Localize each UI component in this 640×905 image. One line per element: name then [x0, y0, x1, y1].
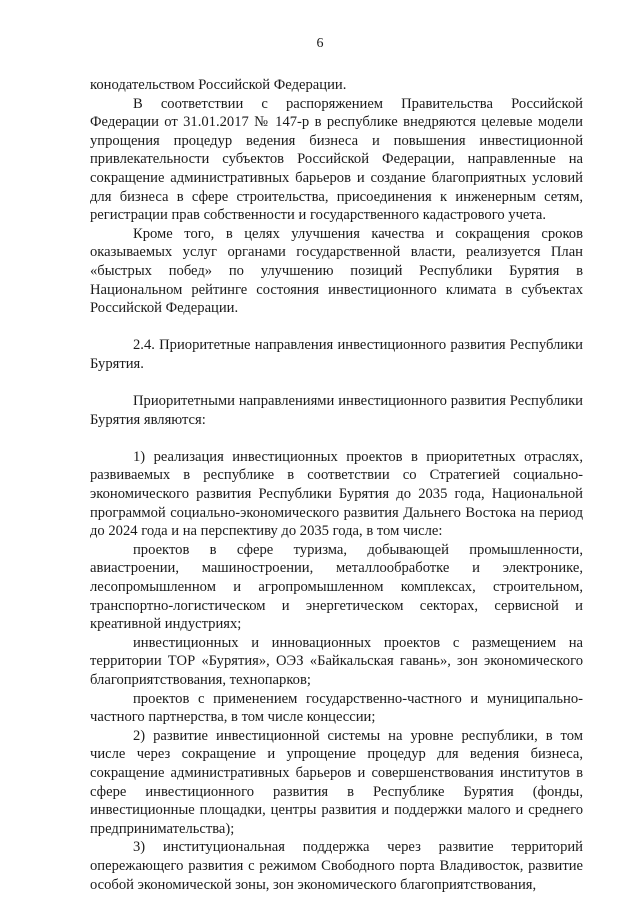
paragraph: 2) развитие инвестиционной системы на уровне республики, в том числе через сокращение и упрощение процедур для ведения бизнеса, сокращение административных барьеров и совершенствования институтов в сфере инвестиционного развития в Республике Бурятия (фонды, инвестиционные площадки, центры развития и поддержки малого и среднего предпринимательства); — [90, 727, 583, 837]
paragraph: Приоритетными направлениями инвестиционного развития Республики Бурятия являются: — [90, 393, 583, 428]
paragraph: Кроме того, в целях улучшения качества и сокращения сроков оказываемых услуг органами государственной власти, реализуется План «быстрых побед» по улучшению позиций Республики Бурятия в Национальном рейтинге состояния инвестиционного климата в субъектах Российской Федерации. — [90, 225, 583, 317]
paragraph: инвестиционных и инновационных проектов с размещением на территории ТОР «Бурятия», ОЭЗ «Байкальская гавань», зон экономического благоприятствования, технопарков; — [90, 634, 583, 688]
paragraph: проектов в сфере туризма, добывающей промышленности, авиастроении, машиностроении, металлообработке и электронике, лесопромышленном и агропромышленном комплексах, строительном, транспортно-логистическом и энергетическом секторах, сервисной и креативной индустриях; — [90, 541, 583, 633]
document-body — [90, 76, 583, 894]
page-number: 6 — [316, 36, 324, 51]
paragraph: конодательством Российской Федерации. — [90, 77, 347, 93]
paragraph: 3) институциональная поддержка через развитие территорий опережающего развития с режимом Свободного порта Владивосток, развитие особой экономической зоны, зон экономического благоприятствования, — [90, 839, 583, 893]
paragraph: 1) реализация инвестиционных проектов в приоритетных отраслях, развиваемых в республике в соответствии со Стратегией социально-экономического развития Республики Бурятия до 2035 года, Национальной программой социально-экономического развития Дальнего Востока на период до 2024 года и на перспективу до 2035 года, в том числе: — [90, 448, 583, 540]
paragraph: В соответствии с распоряжением Правительства Российской Федерации от 31.01.2017 № 147-р в республике внедряются целевые модели упрощения процедур ведения бизнеса и повышения инвестиционной привлекательности субъектов Российской Федерации, направленные на сокращение административных барьеров и создание благоприятных условий для бизнеса в сфере строительства, присоединения к инженерным сетям, регистрации прав собственности и государственного кадастрового учета. — [90, 95, 583, 224]
paragraph: 2.4. Приоритетные направления инвестиционного развития Республики Бурятия. — [90, 337, 583, 372]
paragraph: проектов с применением государственно-частного и муниципально-частного партнерства, в том числе концессии; — [90, 690, 583, 726]
